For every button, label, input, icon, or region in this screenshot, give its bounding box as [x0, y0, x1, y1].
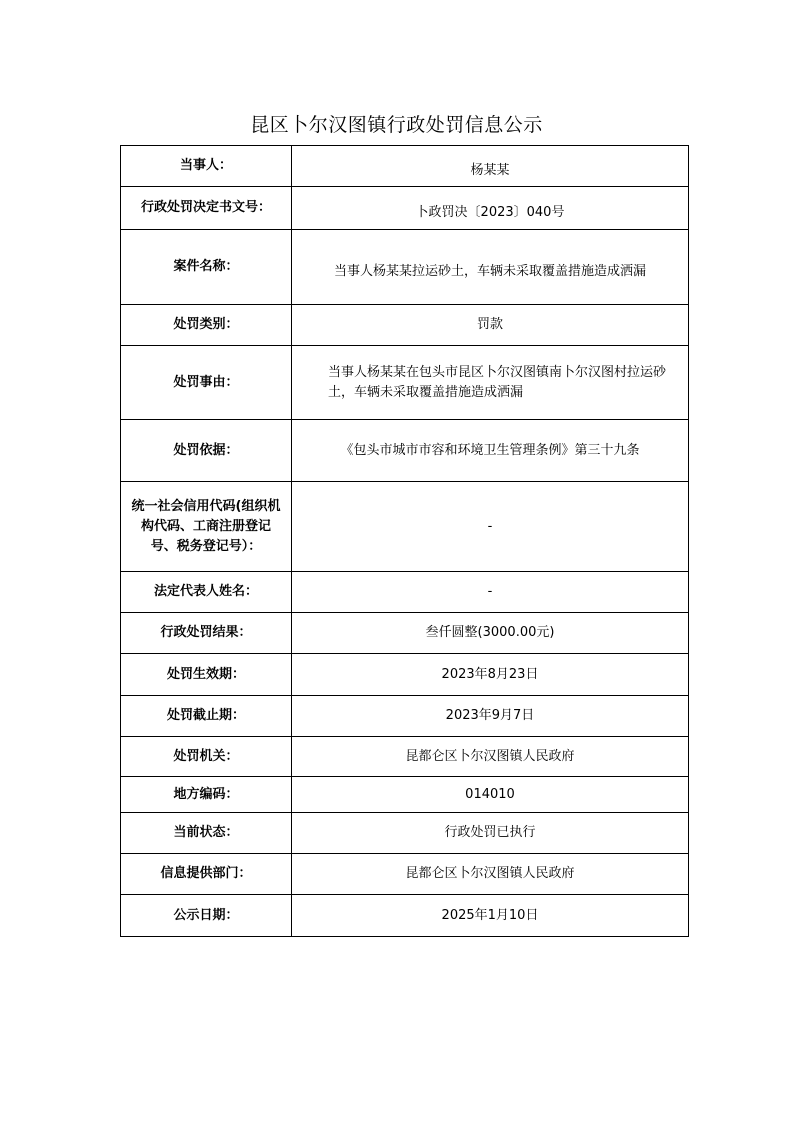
row-label: 信息提供部门：	[121, 854, 292, 895]
table-row-penalty-type	[121, 305, 689, 346]
row-value: 2025年1月10日	[292, 895, 689, 937]
row-label: 处罚类别：	[121, 305, 292, 346]
table-row-publish-date	[121, 895, 689, 937]
row-value: 当事人杨某某拉运砂土，车辆未采取覆盖措施造成洒漏	[292, 230, 689, 305]
row-value: 2023年9月7日	[292, 696, 689, 737]
row-label: 地方编码：	[121, 777, 292, 813]
row-label: 处罚机关：	[121, 737, 292, 777]
row-value: 当事人杨某某在包头市昆区卜尔汉图镇南卜尔汉图村拉运砂土，车辆未采取覆盖措施造成洒漏	[292, 346, 689, 420]
table-row-penalty-result	[121, 613, 689, 654]
table-row-credit-code	[121, 482, 689, 572]
row-label: 处罚截止期：	[121, 696, 292, 737]
table-row-party	[121, 146, 689, 187]
row-label: 法定代表人姓名：	[121, 572, 292, 613]
table-row-info-provider	[121, 854, 689, 895]
table-row-effective-date	[121, 654, 689, 696]
row-value: 昆都仑区卜尔汉图镇人民政府	[292, 854, 689, 895]
row-value: 卜政罚决〔2023〕040号	[292, 187, 689, 230]
row-value: 2023年8月23日	[292, 654, 689, 696]
row-label: 处罚生效期：	[121, 654, 292, 696]
row-value: 《包头市城市市容和环境卫生管理条例》第三十九条	[292, 420, 689, 482]
page-title: 昆区卜尔汉图镇行政处罚信息公示	[250, 114, 543, 136]
row-value: -	[292, 482, 689, 572]
row-label: 当前状态：	[121, 813, 292, 854]
row-value: 昆都仑区卜尔汉图镇人民政府	[292, 737, 689, 777]
table-row-legal-representative	[121, 572, 689, 613]
row-label: 统一社会信用代码(组织机构代码、工商注册登记号、税务登记号）：	[121, 482, 292, 572]
table-row-current-status	[121, 813, 689, 854]
row-label: 案件名称：	[121, 230, 292, 305]
row-value: 行政处罚已执行	[292, 813, 689, 854]
row-value: 叁仟圆整(3000.00元)	[292, 613, 689, 654]
penalty-info-table	[120, 145, 689, 937]
row-label: 当事人：	[121, 146, 292, 187]
table-row-region-code	[121, 777, 689, 813]
table-row-penalty-basis	[121, 420, 689, 482]
row-value: 罚款	[292, 305, 689, 346]
row-label: 行政处罚决定书文号：	[121, 187, 292, 230]
row-value: 014010	[292, 777, 689, 813]
row-value: 杨某某	[292, 146, 689, 187]
row-label: 公示日期：	[121, 895, 292, 937]
table-row-case-name	[121, 230, 689, 305]
table-row-decision-number	[121, 187, 689, 230]
row-label: 处罚事由：	[121, 346, 292, 420]
row-value: -	[292, 572, 689, 613]
table-row-penalty-reason	[121, 346, 689, 420]
row-label: 处罚依据：	[121, 420, 292, 482]
row-label: 行政处罚结果：	[121, 613, 292, 654]
table-row-penalty-authority	[121, 737, 689, 777]
table-row-deadline	[121, 696, 689, 737]
